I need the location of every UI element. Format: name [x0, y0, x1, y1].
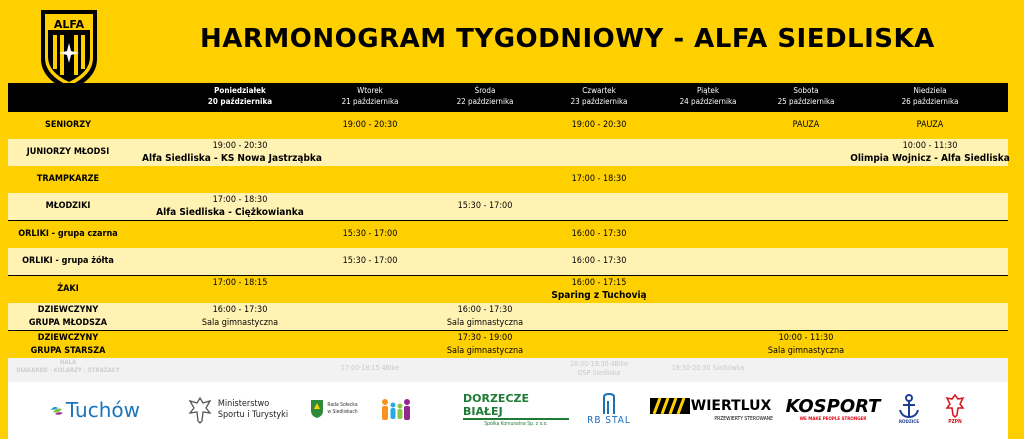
schedule-row — [8, 331, 1008, 358]
sponsor-rodzice — [894, 388, 924, 430]
faded-label-line: DIAKARDE - KOLARZY - STRAŻACY — [16, 367, 120, 374]
day-header — [457, 85, 514, 107]
schedule-row — [8, 303, 1008, 330]
faded-slot: 18:30-20:30 Siatkówka — [671, 364, 745, 372]
time-slot: 19:00 - 20:30 — [212, 141, 268, 151]
time-slot: 15:30 - 17:00 — [457, 201, 513, 211]
day-header — [902, 85, 959, 107]
day-name: Czwartek — [582, 86, 616, 95]
row-label: ORLIKI - grupa czarna — [18, 229, 118, 239]
schedule-row — [8, 193, 1008, 220]
faded-slot: 18:00-19:30 4Bike — [570, 360, 628, 368]
day-name: Poniedziałek — [214, 86, 266, 95]
row-label: MŁODZIKI — [45, 201, 91, 211]
faded-row — [8, 358, 1008, 382]
anchor-icon — [898, 394, 920, 420]
pzpn-label: PZPN — [948, 419, 962, 425]
alfa-logo — [38, 7, 100, 93]
day-name: Wtorek — [357, 86, 383, 95]
family-icon — [379, 396, 413, 422]
location-label: Sala gimnastyczna — [446, 318, 524, 328]
match-label: Alfa Siedliska - Ciężkowianka — [156, 207, 304, 218]
sponsor-pzpn — [940, 388, 970, 430]
location-label: Sala gimnastyczna — [446, 346, 524, 356]
schedule-table — [8, 83, 1008, 382]
tuchow-icon — [50, 398, 64, 422]
sponsor-rbstal — [584, 384, 634, 434]
rbstal-icon — [602, 393, 616, 415]
location-label: Sala gimnastyczna — [767, 346, 845, 356]
time-slot: 15:30 - 17:00 — [342, 229, 398, 239]
row-label: JUNIORZY MŁODSI — [26, 147, 110, 157]
kosport-label: KOSPORT — [785, 396, 881, 417]
day-header — [571, 85, 628, 107]
day-header — [342, 85, 399, 107]
day-date: 21 października — [341, 97, 399, 106]
faded-slot: 17:00-18:15 4Bike — [341, 364, 399, 372]
time-slot: 17:00 - 18:30 — [212, 195, 268, 205]
row-label: TRAMPKARZE — [36, 174, 100, 184]
day-name: Niedziela — [913, 86, 947, 95]
time-slot: 10:00 - 11:30 — [778, 333, 834, 343]
time-slot: 19:00 - 20:30 — [342, 120, 398, 130]
schedule-row — [8, 112, 1008, 139]
sponsor-kosport — [785, 390, 881, 428]
row-label: SENIORZY — [44, 120, 91, 130]
sponsor-dorzecze — [463, 392, 569, 426]
rada-label-1: Rada Sołecka — [327, 402, 358, 408]
faded-label-line: NALA — [59, 359, 77, 366]
time-slot: 16:00 - 17:30 — [571, 256, 627, 266]
rada-label-2: w Siedliskach — [327, 409, 358, 415]
row-label — [8, 332, 128, 358]
row-label-line: DZIEWCZYNY — [37, 333, 99, 343]
table-header — [8, 83, 1008, 112]
schedule-row — [8, 139, 1008, 166]
day-date: 20 października — [207, 97, 273, 106]
row-label-line: GRUPA STARSZA — [30, 346, 106, 356]
sponsor-rada — [304, 394, 364, 424]
row-label: ŻAKI — [57, 284, 79, 294]
tuchow-label: Tuchów — [65, 398, 140, 422]
row-label-line: GRUPA MŁODSZA — [28, 318, 108, 328]
time-slot: PAUZA — [792, 120, 820, 130]
schedule-row — [8, 248, 1008, 275]
time-slot: 17:30 - 19:00 — [457, 333, 513, 343]
dorzecze-label: DORZECZE BIAŁEJ — [463, 392, 569, 420]
day-date: 25 października — [777, 97, 835, 106]
time-slot: 16:00 - 17:15 — [571, 278, 627, 288]
day-name: Sobota — [793, 86, 819, 95]
time-slot: 17:00 - 18:15 — [212, 278, 268, 288]
sponsor-family — [376, 392, 416, 426]
day-date: 23 października — [570, 97, 628, 106]
day-date: 26 października — [901, 97, 959, 106]
ministerstwo-label-1: Ministerstwo — [217, 399, 270, 409]
row-label: ORLIKI - grupa żółta — [22, 256, 114, 266]
day-date: 24 października — [679, 97, 737, 106]
schedule-row — [8, 166, 1008, 193]
time-slot: 19:00 - 20:30 — [571, 120, 627, 130]
sponsor-wiertlux — [648, 390, 773, 428]
time-slot: 16:00 - 17:30 — [212, 305, 268, 315]
sponsor-bar — [8, 382, 1008, 439]
row-label-line: DZIEWCZYNY — [37, 305, 99, 315]
match-label: Olimpia Wojnicz - Alfa Siedliska — [850, 153, 1010, 164]
schedule-row — [8, 221, 1008, 248]
eagle-icon — [188, 395, 212, 425]
time-slot: PAUZA — [916, 120, 944, 130]
day-header — [680, 85, 737, 107]
faded-row-label — [8, 359, 128, 375]
time-slot: 16:00 - 17:30 — [457, 305, 513, 315]
sponsor-tuchow — [50, 392, 140, 428]
dorzecze-sub: Spółka Komunalna Sp. z o.o. — [484, 420, 548, 427]
drill-stripes-icon — [650, 396, 690, 416]
time-slot: 17:00 - 18:30 — [571, 174, 627, 184]
schedule-row — [8, 276, 1008, 303]
wiertlux-label: WIERTLUX — [690, 398, 772, 414]
logo-text: ALFA — [53, 18, 85, 31]
time-slot: 15:30 - 17:00 — [342, 256, 398, 266]
wiertlux-sub: PRZEWIERTY STEROWANE — [714, 416, 773, 422]
time-slot: 16:00 - 17:30 — [571, 229, 627, 239]
rodzice-label: RODZICE — [898, 419, 920, 425]
pzpn-eagle-icon — [945, 393, 965, 419]
time-slot: 10:00 - 11:30 — [902, 141, 958, 151]
match-label: Sparing z Tuchovią — [551, 290, 647, 301]
day-date: 22 października — [456, 97, 514, 106]
sponsor-ministerstwo — [173, 390, 303, 430]
day-name: Środa — [474, 86, 496, 95]
day-header — [208, 85, 272, 107]
location-label: Sala gimnastyczna — [201, 318, 279, 328]
faded-slot: OSP Siedliska — [577, 369, 621, 377]
day-name: Piątek — [696, 86, 719, 95]
row-label — [8, 304, 128, 330]
day-header — [778, 85, 835, 107]
match-label: Alfa Siedliska - KS Nowa Jastrząbka — [142, 153, 322, 164]
ministerstwo-label-2: Sportu i Turystyki — [217, 410, 289, 420]
rbstal-label: RB STAL — [587, 414, 631, 426]
kosport-sub: WE MAKE PEOPLE STRONGER — [799, 417, 867, 422]
coat-of-arms-icon — [310, 399, 324, 419]
page-title: HARMONOGRAM TYGODNIOWY - ALFA SIEDLISKA — [200, 24, 935, 54]
